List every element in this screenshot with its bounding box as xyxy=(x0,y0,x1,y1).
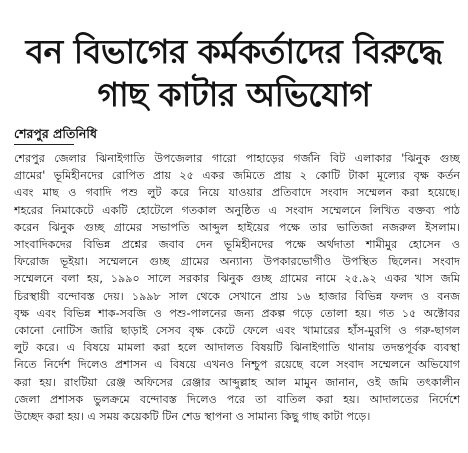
article-line: ফিরোজ ভূইয়া। সম্মেলনে গুচ্ছ গ্রামের অন্যান্য উপকারভোগীও উপস্থিত ছিলেন। সংবাদ xyxy=(14,255,460,269)
article-line: কোনো নোটিস জারি ছাড়াই সেসব বৃক্ষ কেটে ফেলে এবং খামারের হাঁস-মুরগি ও গরু-ছাগল xyxy=(14,324,460,338)
article-line: শেরপুর জেলার ঝিনাইগাতি উপজেলার গারো পাহাড়ের গর্জনি বিট এলাকার 'ঝিনুক গুচ্ছ xyxy=(14,152,460,165)
article-line: বৃক্ষ এবং বিভিন্ন শাক-সবজি ও পশু-পালনের জন্য প্রকল্প গড়ে তোলা হয়। গত ১৫ অক্টোবর xyxy=(14,306,460,320)
article-line: নিতে নির্দেশ দিলেও প্রশাসন এ বিষয়ে এখনও নিশ্চুপ রয়েছে বলে সংবাদ সম্মেলনে অভিযোগ xyxy=(14,358,460,372)
article-body xyxy=(14,150,460,425)
byline-underline xyxy=(14,144,74,145)
byline: শেরপুর প্রতিনিধি xyxy=(14,126,97,141)
article-line: লুট করে। এ বিষয়ে মামলা করা হলে আদালত বিষয়টি ঝিনাইগাতি থানায় তদন্তপূর্বক ব্যবস্থা xyxy=(14,341,460,355)
article-line: সাংবাদিকদের বিভিন্ন প্রশ্নের জবাব দেন ভূমিহীনদের পক্ষে অর্থদাতা শামীমুর হোসেন ও xyxy=(14,238,460,252)
article-line: জেলা প্রশাসক ভুলক্রমে বন্দোবস্ত দিলেও পরে তা বাতিল করা হয়। আদালতের নির্দেশে xyxy=(14,392,460,406)
article-line: সম্মেলনে বলা হয়, ১৯৯০ সালে সরকার ঝিনুক গুচ্ছ গ্রামের নামে ২৫.৯২ একর খাস জমি xyxy=(14,272,460,286)
article-line: গ্রামের' ভূমিহীনদের রোপিত প্রায় ২৫ একর জমিতে প্রায় ২ কোটি টাকা মূল্যের বৃক্ষ কর্তন xyxy=(14,169,460,183)
article-line: করেন ঝিনুক গুচ্ছ গ্রামের সভাপতি আব্দুল হাইয়ের পক্ষে তার ভাতিজা নজরুল ইসলাম। xyxy=(14,220,460,234)
article-line: উচ্ছেদ করা হয়। এ সময় কয়েকটি টিন শেড স্থাপনা ও সামান্য কিছু গাছ কাটা পড়ে। xyxy=(14,410,371,424)
article-line: শহরের নিমাকেটে একটি হোটেলে গতকাল অনুষ্ঠিত এ সংবাদ সম্মেলনে লিখিত বক্তব্য পাঠ xyxy=(14,203,460,217)
headline-line-1: বন বিভাগের কর্মকর্তাদের বিরুদ্ধে xyxy=(25,32,443,71)
article-line: করা হয়। রাংটিয়া রেঞ্জ অফিসের রেঞ্জার আব্দুল্লাহ আল মামুন জানান, ওই জমি তৎকালীন xyxy=(14,375,460,389)
article-line: এবং মাছ ও গবাদি পশু লুট করে নিয়ে যাওয়ার প্রতিবাদে সংবাদ সম্মেলন করা হয়েছে। xyxy=(14,186,460,200)
headline xyxy=(0,30,468,116)
article-line: চিরস্থায়ী বন্দোবস্ত দেয়। ১৯৯৮ সাল থেকে সেখানে প্রায় ১৬ হাজার বিভিন্ন ফলদ ও বনজ xyxy=(14,289,460,303)
headline-line-2: গাছ কাটার অভিযোগ xyxy=(97,75,371,114)
